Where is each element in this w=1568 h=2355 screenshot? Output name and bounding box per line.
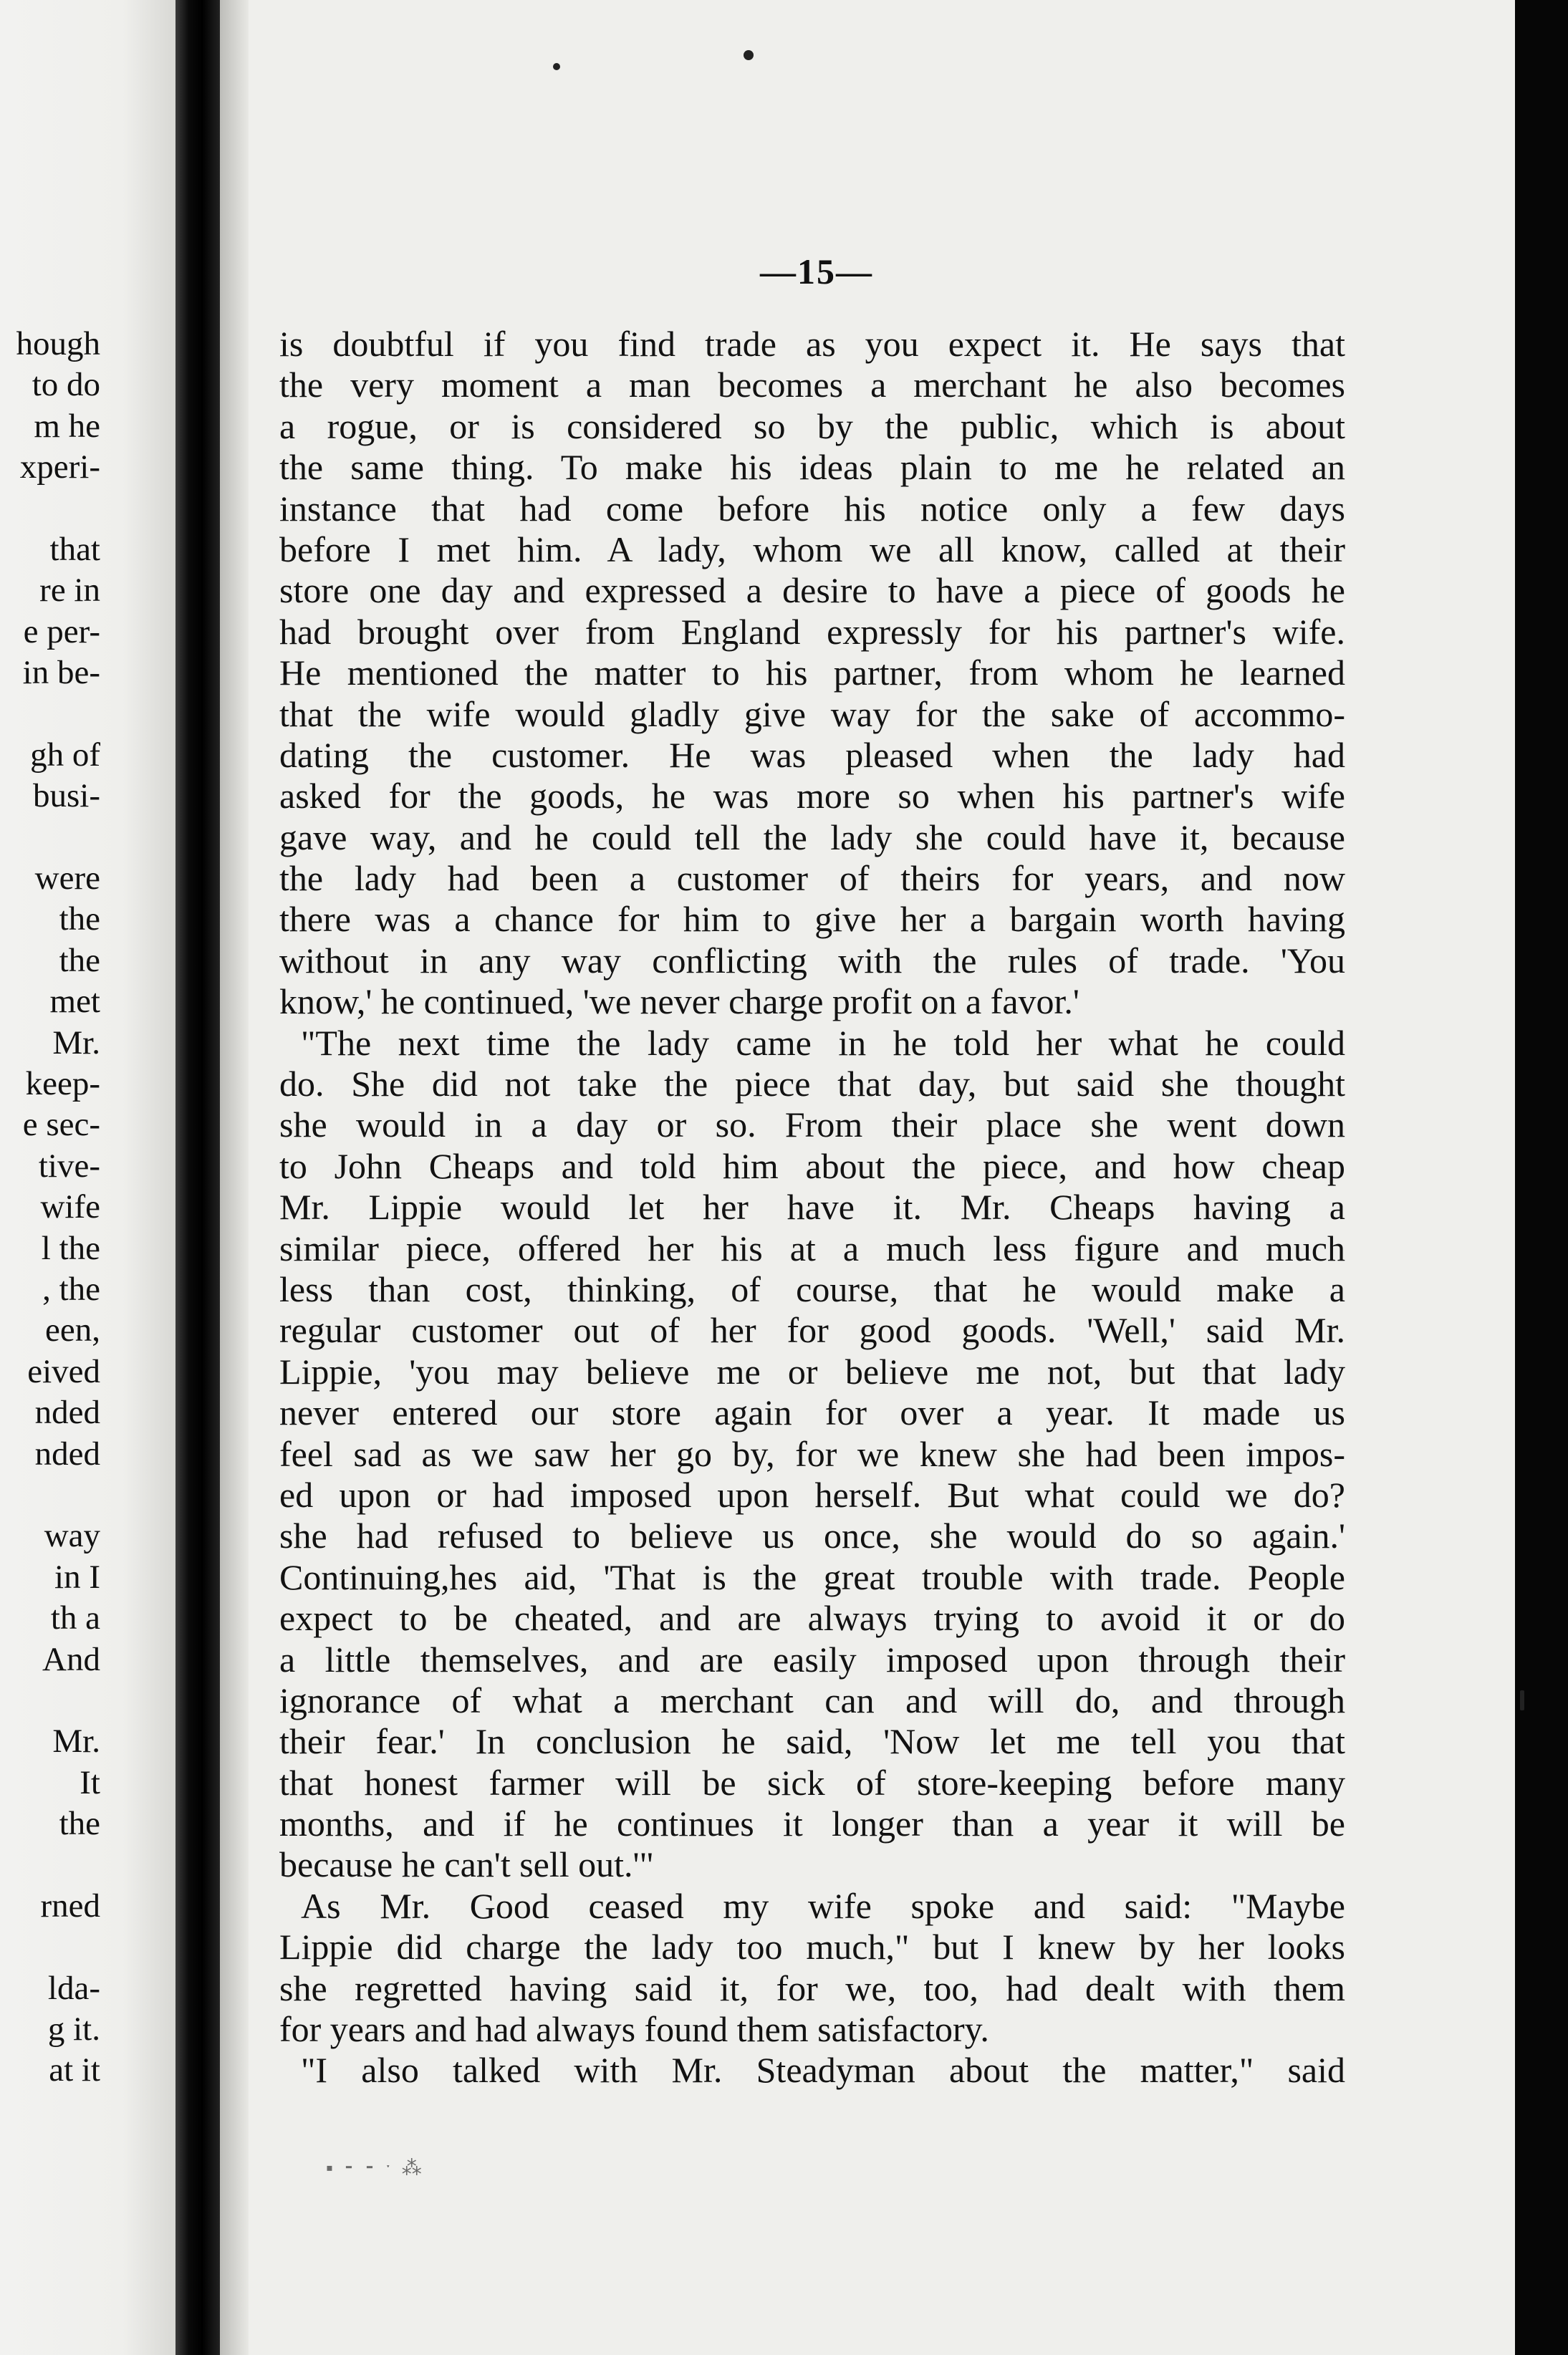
text-line: As Mr. Good ceased my wife spoke and said: "Maybe [301,1885,1345,1926]
text-line: for years and had always found them satisfactory. [279,2009,989,2050]
previous-page-line [0,817,100,858]
page-edge [1515,0,1568,2355]
text-line: never entered our store again for over a year. It made us [279,1392,1345,1433]
previous-page-line: , the [42,1270,100,1308]
previous-page-line: gh of [30,736,100,774]
previous-page-line [0,1844,100,1885]
previous-page-line: Mr. [52,1723,100,1761]
previous-page-line: keep- [25,1065,100,1103]
text-line: He mentioned the matter to his partner, from whom he learned [279,652,1345,693]
text-line: regular customer out of her for good goods. 'Well,' said Mr. [279,1310,1345,1351]
speck-mark [1520,1690,1524,1710]
page-body-text [279,324,1345,2091]
text-line: had brought over from England expressly for his partner's wife. [279,611,1345,652]
text-line: without in any way conflicting with the rules of trade. 'You [279,940,1345,981]
text-line: there was a chance for him to give her a bargain worth having [279,899,1345,940]
previous-page-line [0,1680,100,1721]
previous-page-line: l the [41,1229,100,1267]
previous-page-line: wife [40,1188,100,1226]
text-line: the lady had been a customer of theirs for years, and now [279,858,1345,899]
text-line: feel sad as we saw her go by, for we knew she had been impos- [279,1433,1345,1474]
previous-page-line: re in [39,572,100,610]
previous-page-line: g it. [47,2010,100,2048]
text-line: because he can't sell out.'" [279,1844,654,1885]
text-line: "The next time the lady came in he told her what he could [301,1022,1345,1063]
text-line: that the wife would gladly give way for the sake of accommo- [279,693,1345,734]
text-line: the same thing. To make his ideas plain to me he related an [279,447,1345,488]
previous-page-line: the [59,941,100,979]
text-line: do. She did not take the piece that day, but said she thought [279,1064,1345,1104]
previous-page-line: nded [34,1394,100,1432]
previous-page-line [0,1927,100,1968]
previous-page-line [0,488,100,529]
previous-page-line: m he [34,407,100,445]
text-line: store one day and expressed a desire to have a piece of goods he [279,570,1345,611]
text-line: is doubtful if you find trade as you expect it. He says that [279,324,1345,364]
previous-page-line: e sec- [22,1106,100,1144]
previous-page-line: xperi- [19,448,100,486]
text-line: ignorance of what a merchant can and will do, and through [279,1680,1345,1720]
text-line: dating the customer. He was pleased when the lady had [279,734,1345,775]
previous-page-line: e per- [23,612,100,650]
text-line: Continuing,hes aid, 'That is the great trouble with trade. People [279,1556,1345,1597]
previous-page-line: hough [16,325,100,362]
previous-page-line: the [59,1805,100,1843]
text-line: before I met him. A lady, whom we all know, called at their [279,529,1345,569]
previous-page-line: at it [49,2051,100,2089]
text-line: Lippie, 'you may believe me or believe me not, but that lady [279,1351,1345,1392]
text-line: months, and if he continues it longer than a year it will be [279,1803,1345,1844]
previous-page-line: eived [27,1352,100,1390]
text-line: she regretted having said it, for we, too, had dealt with them [279,1968,1345,2008]
text-line: ed upon or had imposed upon herself. But what could we do? [279,1474,1345,1515]
previous-page-line: And [42,1640,100,1678]
text-line: Mr. Lippie would let her have it. Mr. Cheaps having a [279,1187,1345,1228]
previous-page-line: th a [50,1599,100,1637]
text-line: expect to be cheated, and are always trying to avoid it or do [279,1598,1345,1639]
text-line: to John Cheaps and told him about the piece, and how cheap [279,1145,1345,1186]
text-line: she had refused to believe us once, she would do so again.' [279,1516,1345,1556]
page-number: —15— [760,251,873,292]
previous-page-line: were [34,859,100,897]
text-line: less than cost, thinking, of course, that he would make a [279,1268,1345,1309]
text-line: a little themselves, and are easily imposed upon through their [279,1639,1345,1680]
text-line: their fear.' In conclusion he said, 'Now let me tell you that [279,1721,1345,1762]
ink-smudge: ▪ ⁃ ⁃ ˑ ⁂ [326,2157,425,2180]
previous-page-line: lda- [47,1969,100,2007]
previous-page-line: nded [34,1435,100,1473]
speck-mark [744,50,754,60]
gutter-shadow [220,0,249,2355]
previous-page-text [0,324,100,2091]
text-line: she would in a day or so. From their place she went down [279,1104,1345,1145]
text-line: gave way, and he could tell the lady she could have it, because [279,817,1345,857]
text-line: Lippie did charge the lady too much," but I knew by her looks [279,1927,1345,1968]
text-line: similar piece, offered her his at a much less figure and much [279,1228,1345,1268]
text-line: instance that had come before his notice only a few days [279,488,1345,529]
previous-page-line: busi- [33,777,100,815]
previous-page-line: It [80,1763,100,1801]
previous-page-line: een, [45,1311,100,1349]
speck-mark [553,63,560,70]
text-line: a rogue, or is considered so by the public, which is about [279,405,1345,446]
previous-page-line: in be- [22,654,100,692]
previous-page-line: the [59,900,100,938]
previous-page-line [0,694,100,735]
text-line: know,' he continued, 'we never charge profit on a favor.' [279,981,1079,1022]
previous-page-fragment [0,0,175,2355]
previous-page-line: in I [54,1558,100,1596]
previous-page-line [0,1475,100,1516]
text-line: asked for the goods, he was more so when his partner's wife [279,776,1345,817]
previous-page-line: that [49,530,100,568]
text-line: "I also talked with Mr. Steadyman about the matter," said [301,2050,1345,2091]
book-spine [175,0,220,2355]
text-line: the very moment a man becomes a merchant he also becomes [279,365,1345,405]
previous-page-line: rned [40,1887,100,1925]
text-line: that honest farmer will be sick of store-keeping before many [279,1762,1345,1803]
previous-page-line: to do [32,366,100,404]
previous-page-line: Mr. [52,1024,100,1061]
previous-page-line: way [44,1517,100,1555]
previous-page-line: tive- [38,1147,100,1185]
previous-page-line: met [49,983,100,1021]
